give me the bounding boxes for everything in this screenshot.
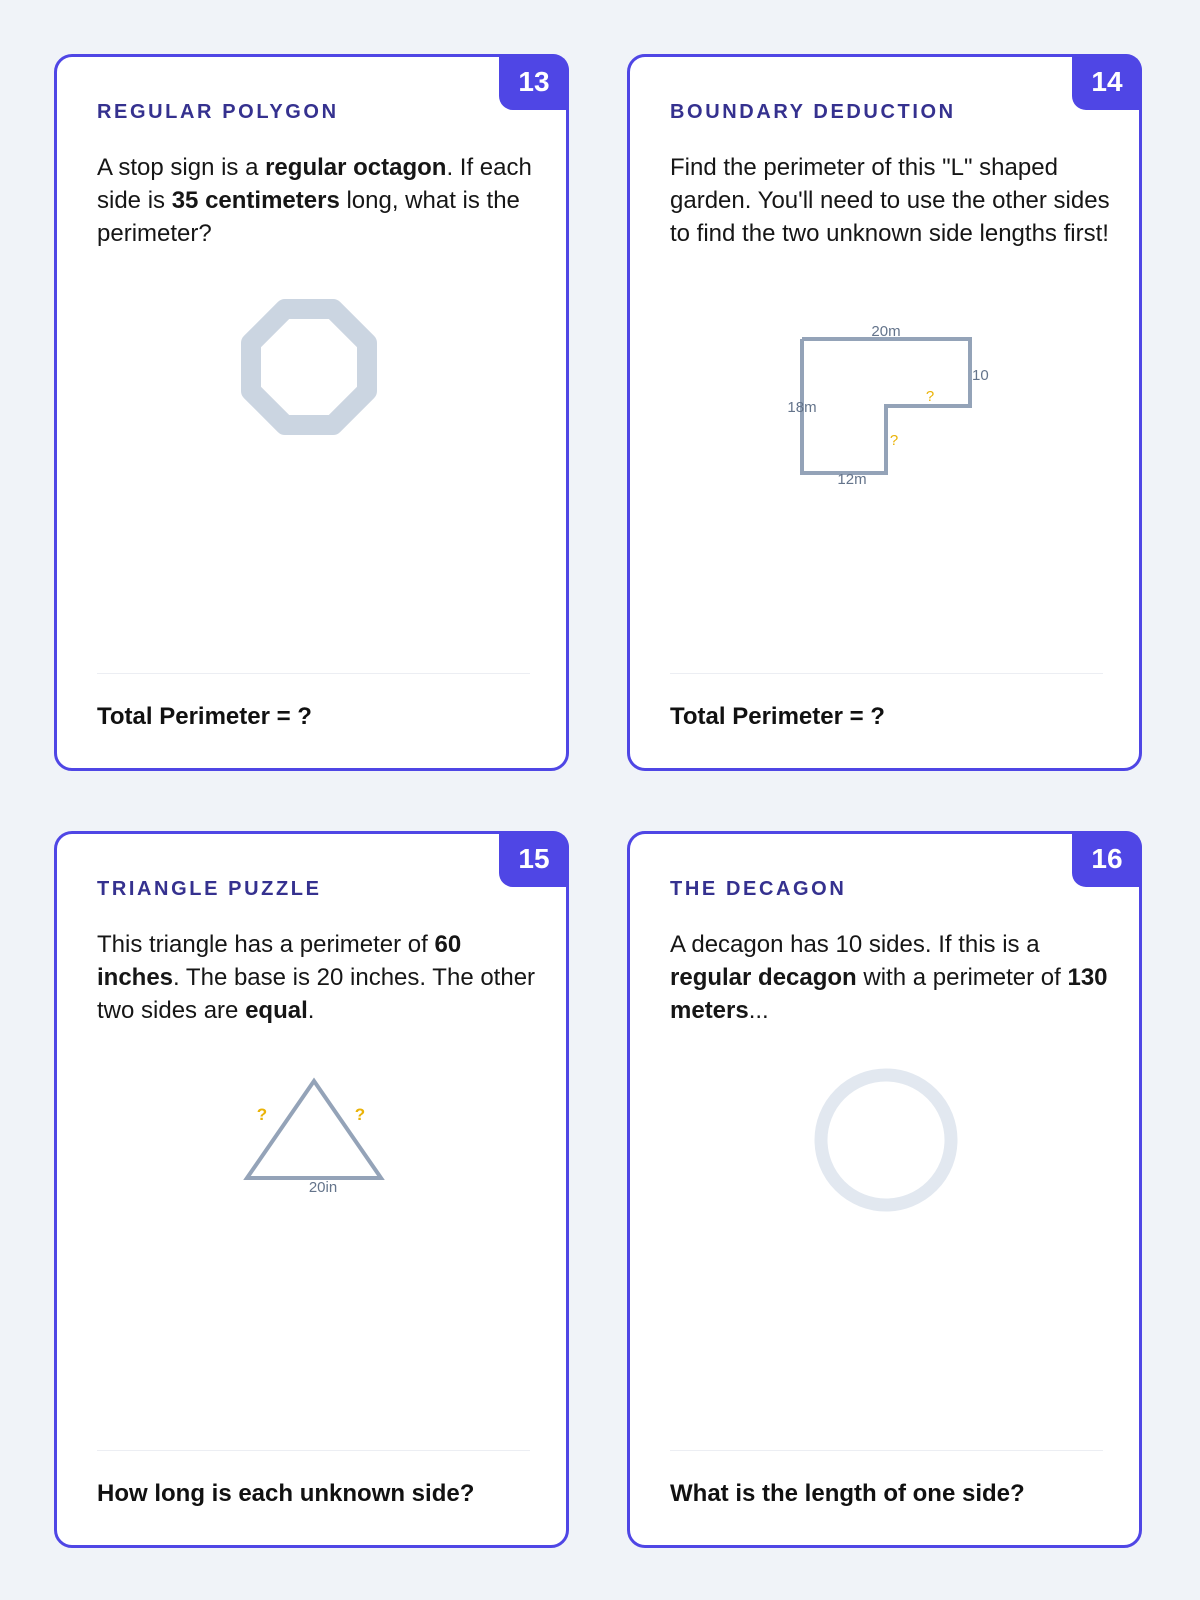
problem-category-label: REGULAR POLYGON — [97, 101, 339, 123]
problem-number-badge: 13 — [499, 54, 569, 110]
problem-card-15 — [54, 831, 569, 1548]
unknown-side-label: ? — [354, 1105, 366, 1124]
problem-text: This triangle has a perimeter of 60 inches. The base is 20 inches. The other two sides are equal. — [97, 931, 536, 1024]
side-label-right: 10 — [972, 367, 989, 384]
problem-card-16 — [627, 831, 1142, 1548]
problem-card-13 — [54, 54, 569, 771]
octagon-figure — [57, 297, 572, 467]
side-label-top: 20m — [871, 323, 901, 340]
problem-category-label: BOUNDARY DEDUCTION — [670, 101, 956, 123]
divider — [670, 1450, 1103, 1451]
side-label-left: 18m — [787, 399, 817, 416]
problem-number-badge: 15 — [499, 831, 569, 887]
problem-number-badge: 16 — [1072, 831, 1142, 887]
triangle-shape — [247, 1081, 381, 1178]
divider — [97, 1450, 530, 1451]
side-label-bottom: 12m — [837, 471, 867, 487]
problem-category-label: TRIANGLE PUZZLE — [97, 878, 322, 900]
divider — [97, 673, 530, 674]
l-shape-outline — [802, 339, 970, 473]
question-prompt: Total Perimeter = ? — [670, 703, 885, 730]
problem-card-14 — [627, 54, 1142, 771]
question-prompt: Total Perimeter = ? — [97, 703, 312, 730]
problem-text: Find the perimeter of this "L" shaped garden. You'll need to use the other sides to find the two unknown side lengths first! — [670, 154, 1110, 247]
octagon-shape — [251, 309, 367, 425]
problem-text: A stop sign is a regular octagon. If each side is 35 centimeters long, what is the perimeter? — [97, 154, 532, 247]
problem-category-label: THE DECAGON — [670, 878, 847, 900]
l-shape-figure — [630, 317, 1145, 487]
problem-text: A decagon has 10 sides. If this is a regular decagon with a perimeter of 130 meters... — [670, 931, 1108, 1024]
decagon-figure — [630, 1054, 1145, 1224]
decagon-shape — [821, 1075, 951, 1205]
question-prompt: What is the length of one side? — [670, 1480, 1025, 1507]
unknown-side-label: ? — [256, 1105, 268, 1124]
unknown-side-label: ? — [889, 432, 899, 449]
unknown-side-label: ? — [925, 388, 935, 405]
side-label-base: 20in — [308, 1179, 338, 1196]
divider — [670, 673, 1103, 674]
problem-number-badge: 14 — [1072, 54, 1142, 110]
triangle-figure — [57, 1054, 572, 1204]
question-prompt: How long is each unknown side? — [97, 1480, 475, 1507]
